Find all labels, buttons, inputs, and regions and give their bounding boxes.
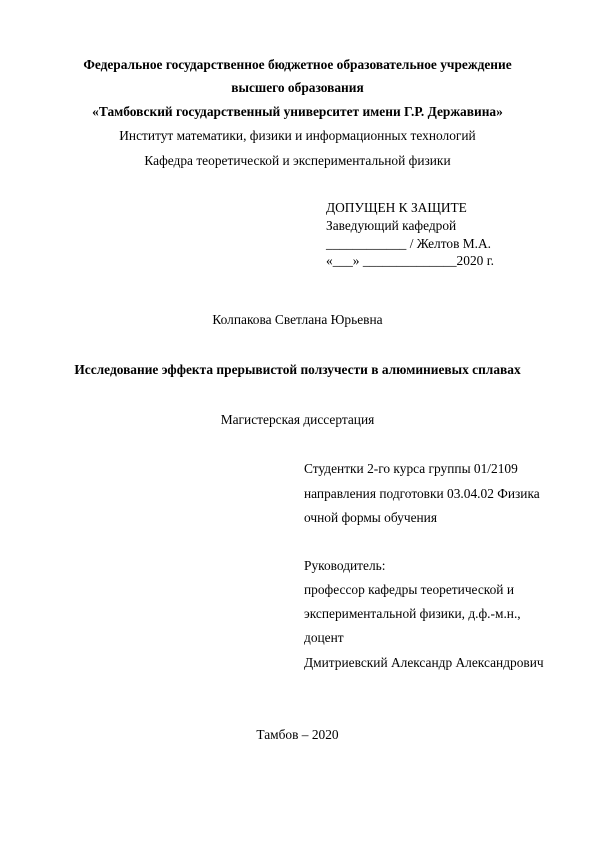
student-form: очной формы обучения (304, 510, 438, 525)
student-direction: направления подготовки 03.04.02 Физика (304, 486, 540, 501)
author-name: Колпакова Светлана Юрьевна (212, 312, 383, 327)
department-name: Кафедра теоретической и экспериментальной физики (144, 153, 451, 168)
city-year: Тамбов – 2020 (256, 727, 339, 742)
approval-date: «___» ______________2020 г. (326, 253, 495, 268)
supervisor-label: Руководитель: (304, 558, 386, 573)
university-name: «Тамбовский государственный университет имени Г.Р. Державина» (92, 104, 503, 119)
supervisor-position-1: профессор кафедры теоретической и (304, 582, 514, 597)
institute-name: Институт математики, физики и информационных технологий (119, 128, 476, 143)
supervisor-position-2: экспериментальной физики, д.ф.-м.н., (304, 606, 521, 621)
supervisor-name: Дмитриевский Александр Александрович (304, 655, 544, 670)
student-group: Студентки 2-го курса группы 01/2109 (304, 461, 518, 476)
institution-type: Федеральное государственное бюджетное образовательное учреждение (83, 57, 512, 72)
thesis-title: Исследование эффекта прерывистой ползучести в алюминиевых сплавах (74, 362, 521, 377)
approval-role: Заведующий кафедрой (326, 218, 457, 233)
work-type: Магистерская диссертация (220, 412, 375, 427)
approval-signature: ____________ / Желтов М.А. (326, 236, 492, 251)
supervisor-position-3: доцент (304, 630, 344, 645)
approval-title: ДОПУЩЕН К ЗАЩИТЕ (326, 200, 467, 215)
education-level: высшего образования (231, 80, 364, 95)
